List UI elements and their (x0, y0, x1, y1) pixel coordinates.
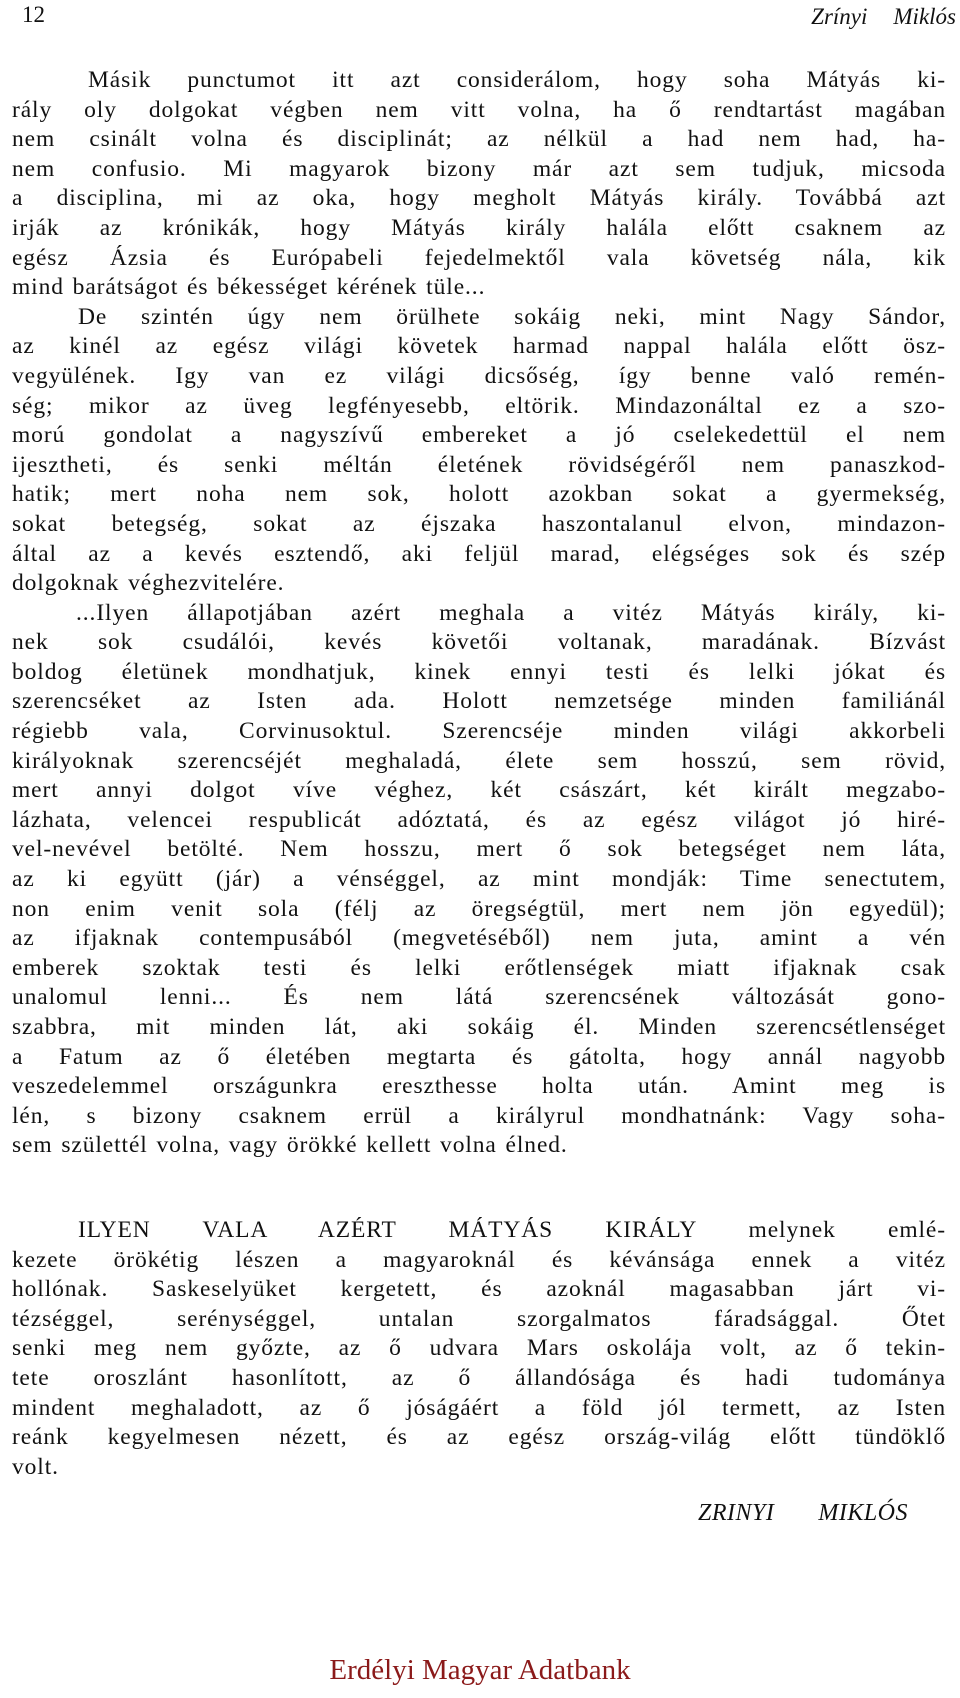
text-line: ség; mikor az üveg legfényesebb, eltörik. Mindazonáltal ez a szo- (12, 392, 946, 419)
running-title (811, 4, 956, 30)
signature (698, 1500, 908, 1527)
text-line: rály oly dolgokat végben nem vitt volna, ha ő rendtartást magában (12, 96, 946, 123)
footer-link[interactable]: Erdélyi Magyar Adatbank (329, 1654, 631, 1686)
paragraph-gap (12, 1161, 946, 1216)
text-line: mind barátságot és békességet kérének tüle... (12, 274, 486, 301)
running-title-first: Zrínyi (811, 4, 868, 29)
text-line: tézséggel, serénységgel, untalan szorgalmatos fáradsággal. Őtet (12, 1305, 946, 1332)
text-line: hollónak. Saskeselyüket kergetett, és azoknál magasabban járt vi- (12, 1276, 946, 1303)
text-line: mert annyi dolgot víve véghez, két császárt, két királt megzabo- (12, 777, 946, 804)
text-line: vel-nevével betölté. Nem hosszu, mert ő sok betegséget nem láta, (12, 836, 946, 863)
text-line: a Fatum az ő életében megtarta és gátolta, hogy annál nagyobb (12, 1043, 946, 1070)
text-line: vegyülének. Igy van ez világi dicsőség, így benne való remén- (12, 362, 946, 389)
text-line: az ifjaknak contempusából (megvetéséből) nem juta, amint a vén (12, 925, 946, 952)
text-line: dolgoknak véghezvitelére. (12, 570, 285, 597)
text-line: régiebb vala, Corvinusoktul. Szerencséje minden világi akkorbeli (12, 718, 946, 745)
text-line: egész Ázsia és Európabeli fejedelmektől vala követség nála, kik (12, 244, 946, 271)
text-line: tete oroszlánt hasonlított, az ő állandósága és hadi tudománya (12, 1364, 946, 1391)
text-line: emberek szoktak testi és lelki erőtlenségek miatt ifjaknak csak (12, 954, 946, 981)
text-line: lázhata, velencei respublicát adóztatá, és az egész világot jó hiré- (12, 806, 946, 833)
text-line: veszedelemmel országunkra ereszthesse holta után. Amint meg is (12, 1073, 946, 1100)
text-line: hatik; mert noha nem sok, holott azokban sokat a gyermekség, (12, 481, 946, 508)
running-title-last: Miklós (893, 4, 956, 29)
text-line: által az a kevés esztendő, aki feljül marad, elégséges sok és szép (12, 540, 946, 567)
signature-first-name: ZRINYI (697, 1500, 775, 1526)
text-line: királyoknak szerencséjét meghaladá, élete sem hosszú, sem rövid, (12, 747, 946, 774)
text-line: lén, s bizony csaknem errül a királyrul mondhatnánk: Vagy soha- (12, 1102, 946, 1129)
text-line: senki meg nem győzte, az ő udvara Mars oskolája volt, az ő tekin- (12, 1335, 946, 1362)
text-line: nem csinált volna és disciplinát; az nélkül a had nem had, ha- (12, 126, 946, 153)
text-line: kezete örökétig lészen a magyaroknál és kévánsága ennek a vitéz (12, 1246, 946, 1273)
text-line: mindent meghaladott, az ő jóságáért a föld jól termett, az Isten (12, 1394, 946, 1421)
signature-last-name: MIKLÓS (818, 1500, 908, 1526)
text-line: szabbra, mit minden lát, aki sokáig él. Minden szerencsétlenséget (12, 1014, 946, 1040)
text-line: reánk kegyelmesen nézett, és az egész ország-világ előtt tündöklő (12, 1424, 946, 1451)
text-line: az kinél az egész világi követek harmad nappal halála előtt ösz- (12, 333, 946, 360)
text-line: De szintén úgy nem örülhete sokáig neki, mint Nagy Sándor, (78, 303, 946, 330)
page-header (0, 0, 960, 40)
text-line: non enim venit sola (félj az öregségtül, mert nem jön egyedül); (12, 895, 946, 922)
text-line: a disciplina, mi az oka, hogy megholt Mátyás király. Továbbá azt (12, 185, 946, 212)
text-line: nem confusio. Mi magyarok bizony már azt sem tudjuk, micsoda (12, 155, 946, 182)
text-line: az ki együtt (jár) a vénséggel, az mint mondják: Time senectutem, (12, 866, 946, 893)
text-line: sokat betegség, sokat az éjszaka haszontalanul elvon, mindazon- (12, 510, 946, 537)
text-line: unalomul lenni... És nem látá szerencsének változását gono- (12, 984, 946, 1011)
text-line: ijesztheti, és senki méltán életének rövidségéről nem panaszkod- (12, 451, 946, 478)
text-line: morú gondolat a nagyszívű embereket a jó cselekedettül el nem (12, 422, 946, 449)
text-line: boldog életünek mondhatjuk, kinek ennyi testi és lelki jókat és (12, 658, 946, 685)
text-line: Másik punctumot itt azt considerálom, hogy soha Mátyás ki- (88, 67, 946, 93)
text-line: volt. (12, 1453, 59, 1480)
text-line: sem születtél volna, vagy örökké kellett volna élned. (12, 1132, 568, 1159)
text-line: szerencséket az Isten ada. Holott nemzetsége minden familiánál (12, 688, 946, 715)
text-line: ILYEN VALA AZÉRT MÁTYÁS KIRÁLY melynek emlé- (78, 1216, 946, 1243)
text-line: irják az krónikák, hogy Mátyás király halála előtt csaknem az (12, 214, 946, 241)
page-number: 12 (22, 2, 45, 27)
text-line: ...Ilyen állapotjában azért meghala a vitéz Mátyás király, ki- (76, 599, 946, 626)
body-text (12, 66, 946, 1482)
text-line: nek sok csudálói, kevés követői voltanak, maradának. Bízvást (12, 629, 946, 656)
